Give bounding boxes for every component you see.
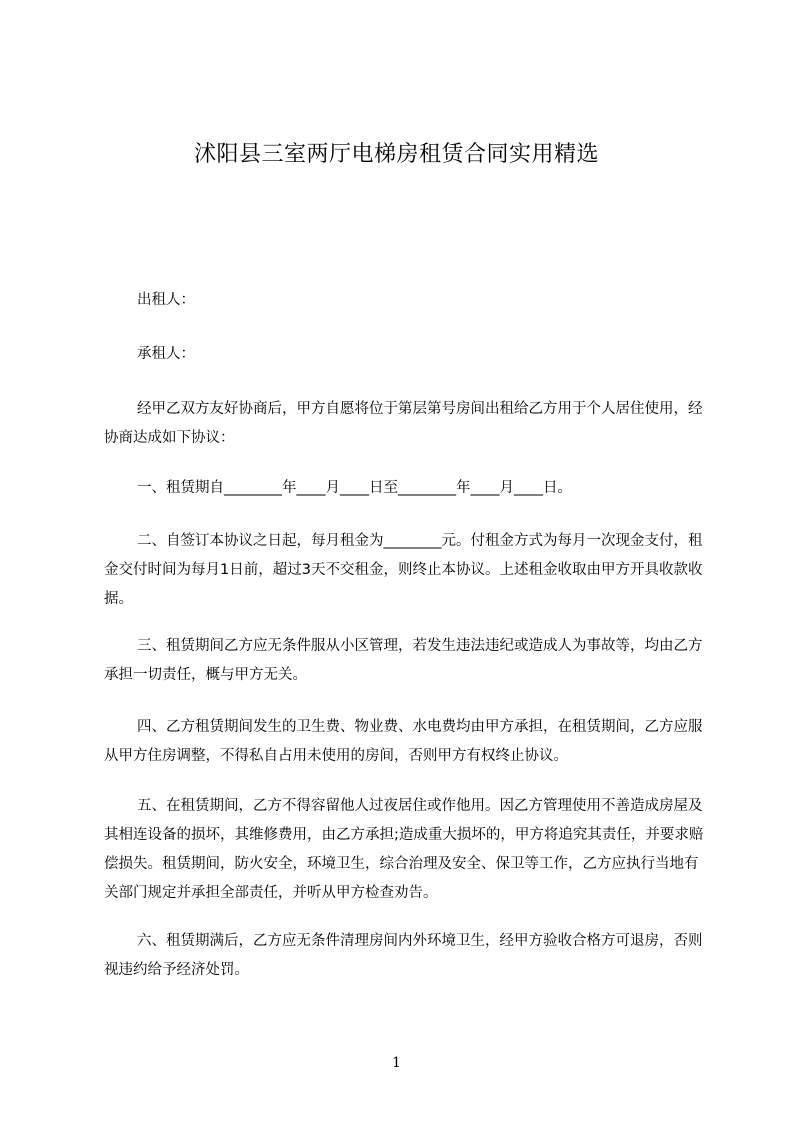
clause-3: 三、租赁期间乙方应无条件服从小区管理，若发生违法违纪或造成人为事故等，均由乙方承担一切责任，概与甲方无关。 <box>104 638 703 683</box>
clause-5: 五、在租赁期间，乙方不得容留他人过夜居住或作他用。因乙方管理使用不善造成房屋及其相连设备的损坏，其维修费用，由乙方承担;造成重大损坏的，甲方将追究其责任，并要求赔偿损失。租赁期间，防火安全，环境卫生，综合治理及安全、保卫等工作，乙方应执行当地有关部门规定并承担全部责任，并听从甲方检查劝告。 <box>104 798 704 901</box>
page-number: 1 <box>392 1055 401 1071</box>
lessee-label: 承租人： <box>137 346 195 362</box>
document-title: 沭阳县三室两厅电梯房租赁合同实用精选 <box>193 142 599 167</box>
clause-2: 二、自签订本协议之日起，每月租金为________元。付租金方式为每月一次现金支付，租金交付时间为每月1日前，超过3天不交租金，则终止本协议。上述租金收取由甲方开具收款收据。 <box>104 533 703 607</box>
lessor-label: 出租人： <box>137 292 195 308</box>
clause-4: 四、乙方租赁期间发生的卫生费、物业费、水电费均由甲方承担，在租赁期间，乙方应服从甲方住房调整，不得私自占用未使用的房间，否则甲方有权终止协议。 <box>104 719 703 764</box>
clause-6: 六、租赁期满后，乙方应无条件清理房间内外环境卫生，经甲方验收合格方可退房，否则视违约给予经济处罚。 <box>104 933 703 978</box>
clause-1: 一、租赁期自________年____月____日至________年____月____日。 <box>137 480 572 496</box>
intro-paragraph: 经甲乙双方友好协商后，甲方自愿将位于第层第号房间出租给乙方用于个人居住使用，经协商达成如下协议： <box>104 401 703 446</box>
